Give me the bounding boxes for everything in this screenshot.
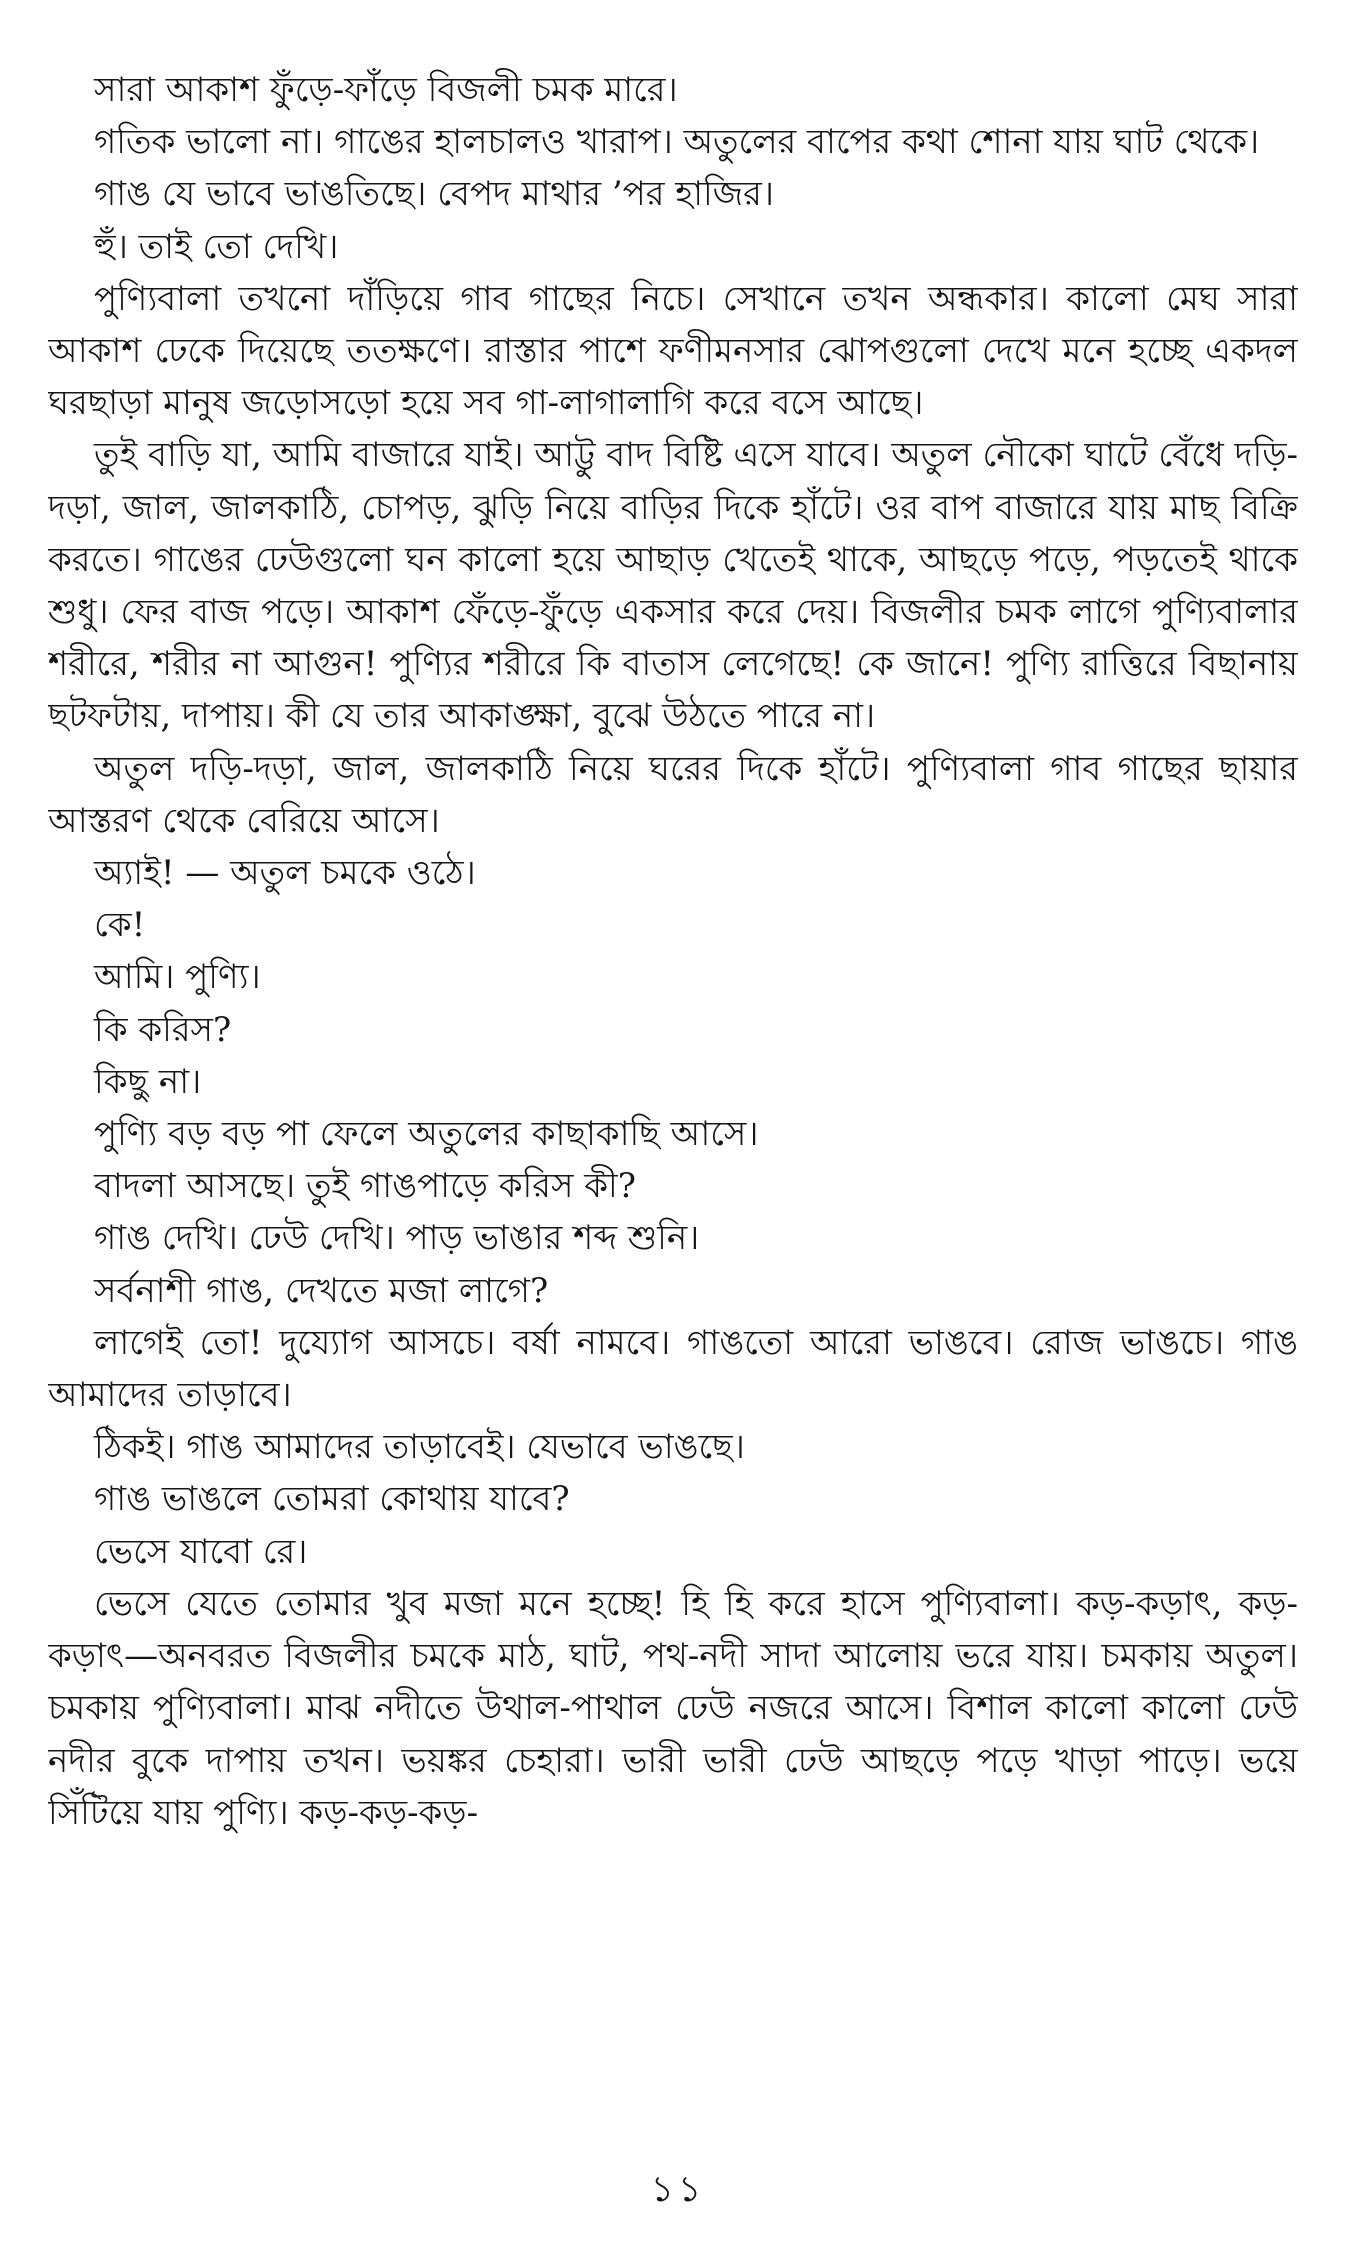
- page-body: [48, 64, 1298, 2164]
- paragraph-1: সারা আকাশ ফুঁড়ে-ফাঁড়ে বিজলী চমক মারে।: [94, 70, 678, 110]
- dialogue-line-1: গাঙ যে ভাবে ভাঙতিছে। বেপদ মাথার ’পর হাজির।: [94, 174, 774, 215]
- dialogue-line-5: আমি। পুণ্যি।: [94, 957, 261, 998]
- dialogue-line-4: কে!: [94, 905, 146, 946]
- paragraph-5: অতুল দড়ি-দড়া, জাল, জালকাঠি নিয়ে ঘরের দিকে হাঁটে। পুণ্যিবালা গাব গাছের ছায়ার আস্তরণ থেকে বেরিয়ে আসে।: [48, 748, 1298, 841]
- paragraph-4: তুই বাড়ি যা, আমি বাজারে যাই। আট্টু বাদ বিষ্টি এসে যাবে। অতুল নৌকো ঘাটে বেঁধে দড়ি-দড়া, জাল, জালকাঠি, চোপড়, ঝুড়ি নিয়ে বাড়ির দিকে হাঁটে। ওর বাপ বাজারে যায় মাছ বিক্রি করতে। গাঙের ঢেউগুলো ঘন কালো হয়ে আছাড় খেতেই থাকে, আছড়ে পড়ে, পড়তেই থাকে শুধু। ফের বাজ পড়ে। আকাশ ফেঁড়ে-ফুঁড়ে একসার করে দেয়। বিজলীর চমক লাগে পুণ্যিবালার শরীরে, শরীর না আগুন! পুণ্যির শরীরে কি বাতাস লেগেছে! কে জানে! পুণ্যি রাত্তিরে বিছানায় ছটফটায়, দাপায়। কী যে তার আকাঙ্ক্ষা, বুঝে উঠতে পারে না।: [48, 435, 1298, 737]
- page-number: ১১: [650, 2169, 706, 2210]
- dialogue-line-11: সর্বনাশী গাঙ, দেখতে মজা লাগে?: [94, 1270, 549, 1311]
- dialogue-line-3: অ্যাই! — অতুল চমকে ওঠে।: [94, 853, 476, 894]
- paragraph-6: লাগেই তো! দুয্যোগ আসচে। বর্ষা নামবে। গাঙতো আরো ভাঙবে। রোজ ভাঙচে। গাঙ আমাদের তাড়াবে।: [48, 1322, 1298, 1416]
- dialogue-line-13: গাঙ ভাঙলে তোমরা কোথায় যাবে?: [94, 1479, 570, 1520]
- dialogue-line-8: পুণ্যি বড় বড় পা ফেলে অতুলের কাছাকাছি আসে।: [94, 1114, 759, 1155]
- paragraph-3: পুণ্যিবালা তখনো দাঁড়িয়ে গাব গাছের নিচে। সেখানে তখন অন্ধকার। কালো মেঘ সারা আকাশ ঢেকে দিয়েছে ততক্ষণে। রাস্তার পাশে ফণীমনসার ঝোপগুলো দেখে মনে হচ্ছে একদল ঘরছাড়া মানুষ জড়োসড়ো হয়ে সব গা-লাগালাগি করে বসে আছে।: [48, 278, 1298, 424]
- dialogue-line-14: ভেসে যাবো রে।: [94, 1531, 308, 1572]
- dialogue-line-12: ঠিকই। গাঙ আমাদের তাড়াবেই। যেভাবে ভাঙছে।: [94, 1427, 745, 1468]
- paragraph-2: গতিক ভালো না। গাঙের হালচালও খারাপ। অতুলের বাপের কথা শোনা যায় ঘাট থেকে।: [94, 122, 1260, 163]
- dialogue-line-6: কি করিস?: [94, 1009, 232, 1050]
- dialogue-line-7: কিছু না।: [94, 1061, 202, 1102]
- dialogue-line-2: হুঁ। তাই তো দেখি।: [94, 226, 339, 267]
- dialogue-line-9: বাদলা আসছে। তুই গাঙপাড়ে করিস কী?: [94, 1166, 636, 1207]
- dialogue-line-10: গাঙ দেখি। ঢেউ দেখি। পাড় ভাঙার শব্দ শুনি।: [94, 1218, 700, 1259]
- paragraph-7: ভেসে যেতে তোমার খুব মজা মনে হচ্ছে! হি হি করে হাসে পুণ্যিবালা। কড়-কড়াৎ, কড়-কড়াৎ—অনবরত বিজলীর চমকে মাঠ, ঘাট, পথ-নদী সাদা আলোয় ভরে যায়। চমকায় অতুল। চমকায় পুণ্যিবালা। মাঝ নদীতে উথাল-পাথাল ঢেউ নজরে আসে। বিশাল কালো কালো ঢেউ নদীর বুকে দাপায় তখন। ভয়ঙ্কর চেহারা। ভারী ভারী ঢেউ আছড়ে পড়ে খাড়া পাড়ে। ভয়ে সিঁটিয়ে যায় পুণ্যি। কড়-কড়-কড়-: [48, 1583, 1298, 1833]
